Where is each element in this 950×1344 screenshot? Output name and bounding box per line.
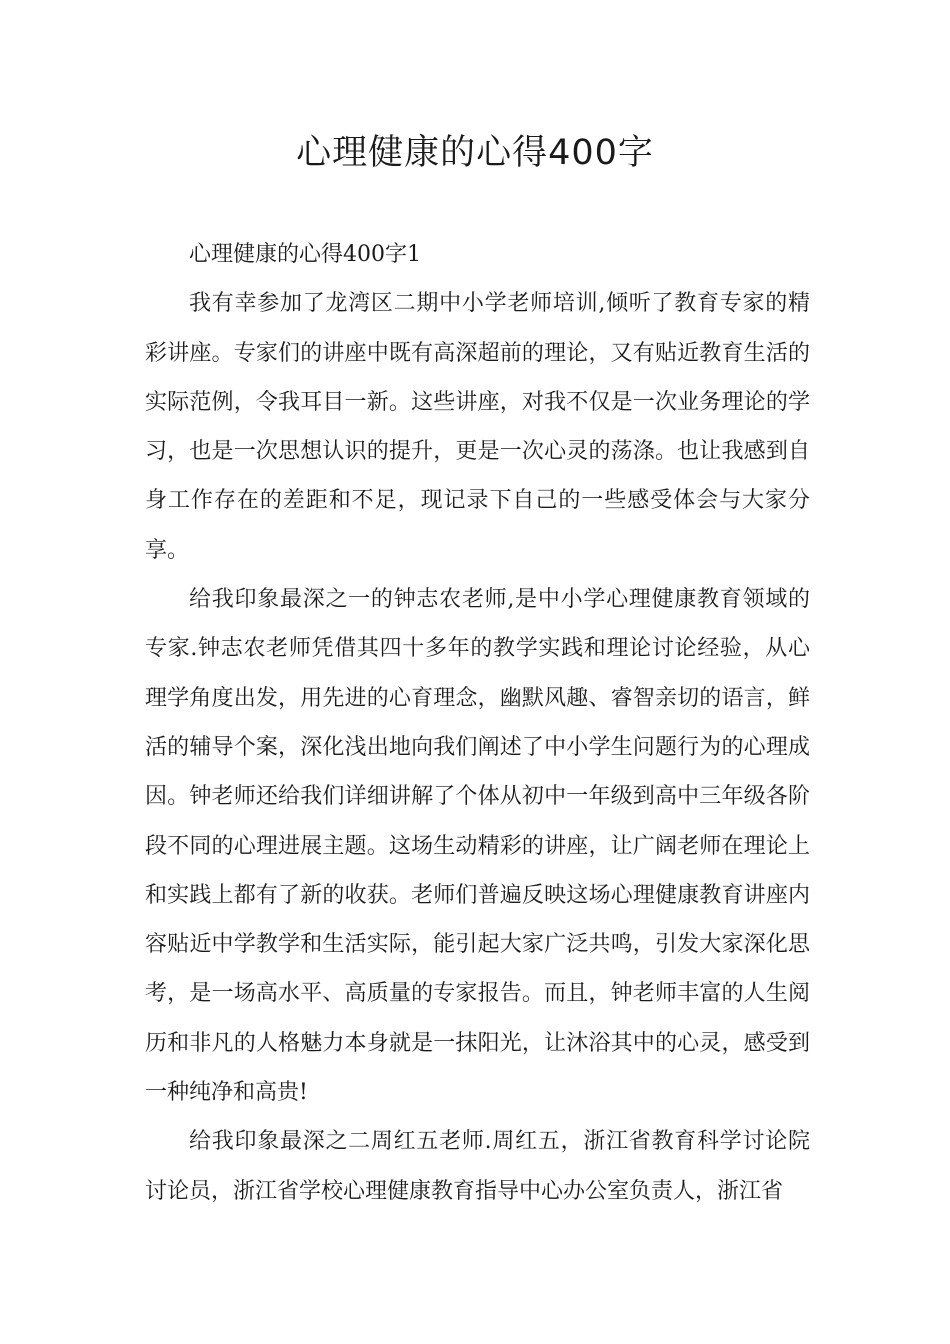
paragraph: 给我印象最深之二周红五老师.周红五，浙江省教育科学讨论院讨论员，浙江省学校心理健康教育指导中心办公室负责人，浙江省 [145, 1129, 810, 1204]
section-heading: 心理健康的心得400字1 [189, 242, 421, 267]
paragraph: 给我印象最深之一的钟志农老师,是中小学心理健康教育领域的专家.钟志农老师凭借其四十多年的教学实践和理论讨论经验，从心理学角度出发，用先进的心育理念，幽默风趣、睿智亲切的语言，鲜活的辅导个案，深化浅出地向我们阐述了中小学生问题行为的心理成因。钟老师还给我们详细讲解了个体从初中一年级到高中三年级各阶段不同的心理进展主题。这场生动精彩的讲座，让广阔老师在理论上和实践上都有了新的收获。老师们普遍反映这场心理健康教育讲座内容贴近中学教学和生活实际，能引起大家广泛共鸣，引发大家深化思考，是一场高水平、高质量的专家报告。而且，钟老师丰富的人生阅历和非凡的人格魅力本身就是一抹阳光，让沐浴其中的心灵，感受到一种纯净和高贵! [145, 587, 810, 1106]
document-title: 心理健康的心得400字 [296, 133, 654, 173]
document-body [145, 230, 810, 1216]
paragraph: 我有幸参加了龙湾区二期中小学老师培训,倾听了教育专家的精彩讲座。专家们的讲座中既有高深超前的理论，又有贴近教育生活的实际范例，令我耳目一新。这些讲座，对我不仅是一次业务理论的学习，也是一次思想认识的提升，更是一次心灵的荡涤。也让我感到自身工作存在的差距和不足，现记录下自己的一些感受体会与大家分享。 [145, 291, 810, 563]
